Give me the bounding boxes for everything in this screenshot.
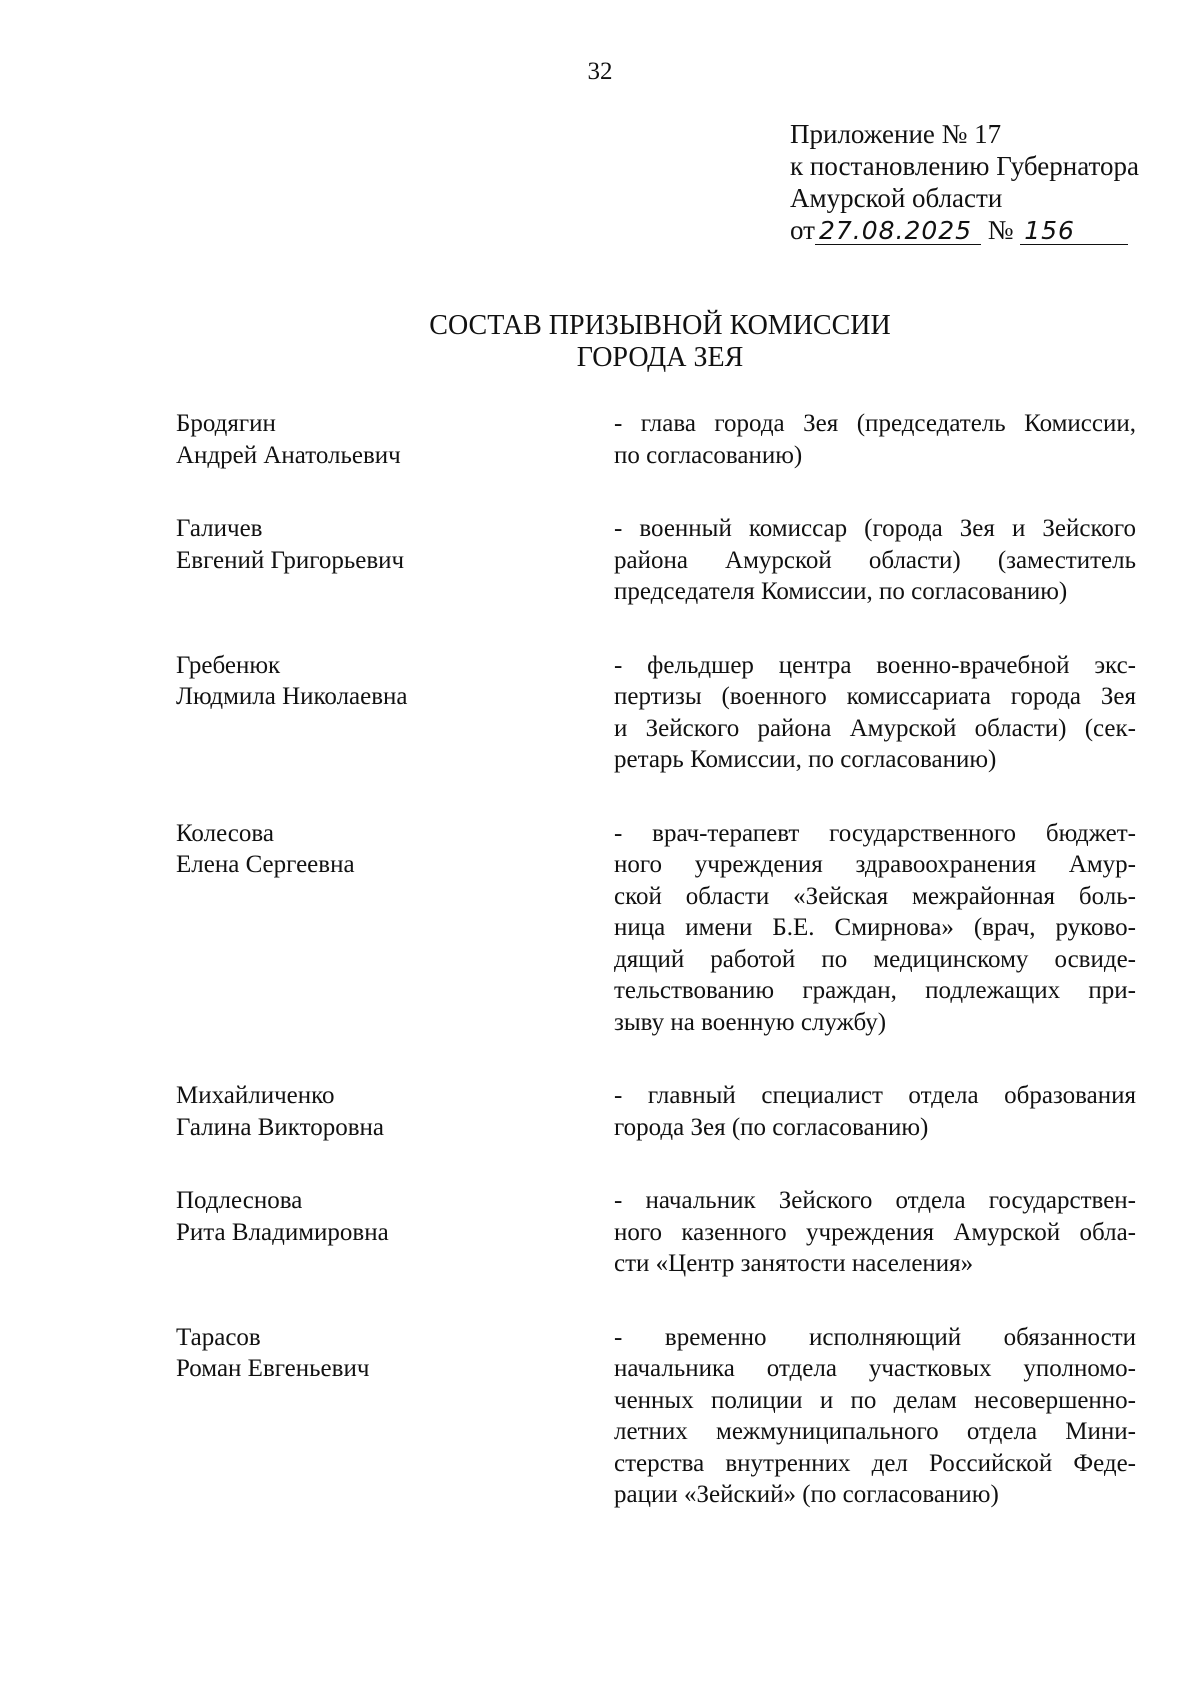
member-row bbox=[176, 513, 1136, 608]
member-position bbox=[614, 1080, 1136, 1143]
position-line: тельствованию граждан, подлежащих при- bbox=[614, 977, 1136, 1004]
position-line: - временно исполняющий обязанности bbox=[614, 1323, 1136, 1351]
member-given-name: Рита Владимировна bbox=[176, 1218, 389, 1246]
member-position bbox=[614, 513, 1136, 608]
position-line: - главный специалист отдела образования bbox=[614, 1082, 1136, 1109]
member-position bbox=[614, 1322, 1136, 1511]
member-name bbox=[176, 1185, 614, 1280]
member-given-name: Галина Викторовна bbox=[176, 1113, 384, 1141]
member-surname: Гребенюк bbox=[176, 651, 281, 679]
member-given-name: Роман Евгеньевич bbox=[176, 1355, 370, 1382]
position-line: - военный комиссар (города Зея и Зейского bbox=[614, 515, 1136, 542]
position-line: председателя Комиссии, по согласованию) bbox=[614, 578, 1068, 605]
member-position bbox=[614, 818, 1136, 1039]
handwritten-number: 156 bbox=[1020, 218, 1128, 245]
position-line: ченных полиции и по делам несовершенно- bbox=[614, 1386, 1136, 1414]
member-given-name: Людмила Николаевна bbox=[176, 683, 408, 710]
position-line: зыву на военную службу) bbox=[614, 1008, 887, 1036]
position-line: сти «Центр занятости населения» bbox=[614, 1250, 974, 1277]
position-line: рации «Зейский» (по согласованию) bbox=[614, 1481, 999, 1508]
member-name bbox=[176, 408, 614, 471]
position-line: города Зея (по согласованию) bbox=[614, 1113, 929, 1141]
appendix-region: Амурской области bbox=[790, 183, 1003, 213]
position-line: дящий работой по медицинскому освиде- bbox=[614, 945, 1136, 973]
position-line: - глава города Зея (председатель Комиссии, bbox=[614, 410, 1136, 437]
member-row bbox=[176, 1322, 1136, 1511]
member-position bbox=[614, 650, 1136, 776]
member-surname: Подлеснова bbox=[176, 1187, 303, 1214]
position-line: пертизы (военного комиссариата города Зея bbox=[614, 683, 1136, 710]
member-row bbox=[176, 1185, 1136, 1280]
appendix-header bbox=[790, 118, 1190, 246]
member-surname: Галичев bbox=[176, 515, 263, 542]
position-line: ного казенного учреждения Амурской обла- bbox=[614, 1218, 1136, 1246]
document-title bbox=[0, 310, 1200, 374]
commission-roster bbox=[176, 408, 1136, 1511]
position-line: ница имени Б.Е. Смирнова» (врач, руково- bbox=[614, 914, 1136, 941]
member-surname: Михайличенко bbox=[176, 1082, 335, 1109]
member-row bbox=[176, 650, 1136, 776]
position-line: ретарь Комиссии, по согласованию) bbox=[614, 746, 997, 773]
member-name bbox=[176, 513, 614, 608]
position-line: - врач-терапевт государственного бюджет- bbox=[614, 819, 1136, 847]
position-line: стерства внутренних дел Российской Феде- bbox=[614, 1449, 1136, 1477]
appendix-date-number-line bbox=[790, 214, 1190, 246]
title-line-1: СОСТАВ ПРИЗЫВНОЙ КОМИССИИ bbox=[429, 310, 891, 341]
member-position bbox=[614, 408, 1136, 471]
member-surname: Колесова bbox=[176, 819, 274, 847]
member-name bbox=[176, 1080, 614, 1143]
position-line: района Амурской области) (заместитель bbox=[614, 546, 1136, 574]
position-line: - начальник Зейского отдела государствен- bbox=[614, 1187, 1136, 1214]
member-surname: Тарасов bbox=[176, 1323, 261, 1351]
member-name bbox=[176, 818, 614, 1039]
date-prefix: от bbox=[790, 215, 815, 245]
position-line: начальника отдела участковых уполномо- bbox=[614, 1355, 1136, 1382]
appendix-resolution-ref: к постановлению Губернатора bbox=[790, 151, 1139, 181]
member-row bbox=[176, 408, 1136, 471]
handwritten-date: 27.08.2025 bbox=[815, 218, 981, 245]
page-number: 32 bbox=[587, 58, 613, 85]
member-surname: Бродягин bbox=[176, 410, 276, 437]
position-line: по согласованию) bbox=[614, 441, 803, 469]
appendix-title: Приложение № 17 bbox=[790, 119, 1002, 149]
member-row bbox=[176, 818, 1136, 1039]
title-line-2: ГОРОДА ЗЕЯ bbox=[576, 342, 744, 373]
member-name bbox=[176, 650, 614, 776]
member-row bbox=[176, 1080, 1136, 1143]
position-line: летних межмуниципального отдела Мини- bbox=[614, 1418, 1136, 1445]
member-position bbox=[614, 1185, 1136, 1280]
member-name bbox=[176, 1322, 614, 1511]
member-given-name: Евгений Григорьевич bbox=[176, 546, 405, 574]
position-line: ской области «Зейская межрайонная боль- bbox=[614, 882, 1136, 910]
position-line: ного учреждения здравоохранения Амур- bbox=[614, 851, 1136, 878]
member-given-name: Елена Сергеевна bbox=[176, 851, 355, 878]
member-given-name: Андрей Анатольевич bbox=[176, 441, 401, 469]
number-prefix: № bbox=[987, 215, 1014, 245]
position-line: и Зейского района Амурской области) (сек- bbox=[614, 714, 1136, 742]
position-line: - фельдшер центра военно-врачебной экс- bbox=[614, 651, 1136, 679]
